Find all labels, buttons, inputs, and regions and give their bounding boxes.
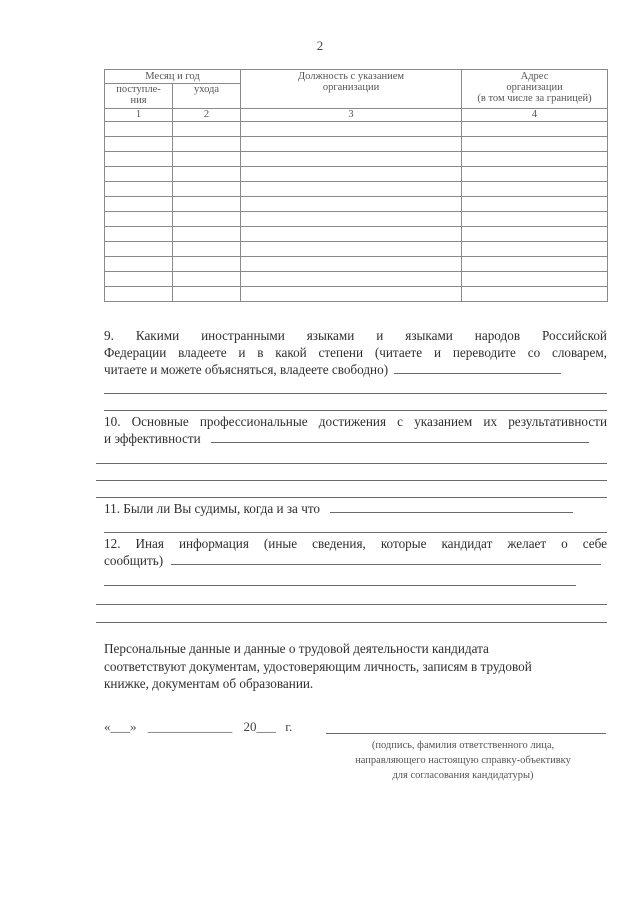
answer-line[interactable]	[104, 532, 607, 533]
column-number: 2	[173, 109, 241, 122]
date-close-quote: »	[130, 719, 137, 734]
signature-caption	[318, 738, 608, 783]
column-number: 3	[241, 109, 462, 122]
signature-caption-line-1: (подпись, фамилия ответственного лица,	[371, 740, 555, 751]
answer-line[interactable]	[104, 585, 576, 586]
address-cell[interactable]	[462, 287, 608, 302]
exit-cell[interactable]	[173, 182, 241, 197]
entry-cell[interactable]	[105, 287, 173, 302]
answer-line[interactable]	[330, 511, 573, 513]
table-row	[105, 272, 608, 287]
table-row	[105, 182, 608, 197]
position-cell[interactable]	[241, 137, 462, 152]
answer-line[interactable]	[96, 622, 607, 623]
address-cell[interactable]	[462, 182, 608, 197]
question-11	[104, 500, 607, 517]
position-cell[interactable]	[241, 257, 462, 272]
table-row	[105, 197, 608, 212]
table-row	[105, 122, 608, 137]
month-field[interactable]: _____________	[147, 719, 233, 734]
address-cell[interactable]	[462, 152, 608, 167]
year-suffix: г.	[285, 719, 293, 734]
exit-header: ухода	[173, 84, 241, 109]
answer-line[interactable]	[96, 463, 607, 464]
signature-caption-line-3: для согласования кандидатуры)	[392, 770, 534, 781]
signature-caption-line-2: направляющего настоящую справку-объективку	[355, 755, 571, 766]
position-cell[interactable]	[241, 122, 462, 137]
entry-cell[interactable]	[105, 227, 173, 242]
address-cell[interactable]	[462, 197, 608, 212]
exit-cell[interactable]	[173, 287, 241, 302]
table-row	[105, 287, 608, 302]
position-header: Должность с указанием организации	[241, 70, 462, 109]
position-cell[interactable]	[241, 197, 462, 212]
address-cell[interactable]	[462, 227, 608, 242]
answer-line[interactable]	[394, 372, 561, 374]
question-9-line-1: 9. Какими иностранными языками и языками народов Российской	[104, 328, 607, 343]
date-open-quote: «	[104, 719, 111, 734]
answer-line[interactable]	[104, 393, 607, 394]
table-row	[105, 137, 608, 152]
position-cell[interactable]	[241, 287, 462, 302]
month-year-header: Месяц и год	[105, 70, 241, 84]
answer-line[interactable]	[96, 604, 607, 605]
table-row	[105, 257, 608, 272]
statement-line-1: Персональные данные и данные о трудовой деятельности кандидата	[104, 641, 489, 656]
signature-line[interactable]	[326, 733, 606, 734]
data-confirmation-statement	[104, 640, 584, 693]
table-row	[105, 167, 608, 182]
address-cell[interactable]	[462, 167, 608, 182]
address-cell[interactable]	[462, 212, 608, 227]
position-cell[interactable]	[241, 167, 462, 182]
position-cell[interactable]	[241, 242, 462, 257]
position-cell[interactable]	[241, 152, 462, 167]
entry-cell[interactable]	[105, 257, 173, 272]
address-cell[interactable]	[462, 122, 608, 137]
address-header: Адрес организации (в том числе за границей)	[462, 70, 608, 109]
table-header-row	[105, 70, 608, 84]
answer-line[interactable]	[104, 410, 607, 411]
exit-cell[interactable]	[173, 257, 241, 272]
question-12-line-1: 12. Иная информация (иные сведения, которые кандидат желает о себе	[104, 536, 607, 551]
address-cell[interactable]	[462, 272, 608, 287]
address-cell[interactable]	[462, 257, 608, 272]
position-cell[interactable]	[241, 212, 462, 227]
question-11-line-1-text: 11. Были ли Вы судимы, когда и за что	[104, 501, 321, 516]
question-9	[104, 327, 607, 378]
address-cell[interactable]	[462, 242, 608, 257]
exit-cell[interactable]	[173, 137, 241, 152]
exit-cell[interactable]	[173, 227, 241, 242]
table-row	[105, 212, 608, 227]
statement-line-2: соответствуют документам, удостоверяющим личность, записям в трудовой	[104, 658, 532, 674]
answer-line[interactable]	[211, 441, 589, 443]
exit-cell[interactable]	[173, 197, 241, 212]
exit-cell[interactable]	[173, 122, 241, 137]
question-12-line-2	[104, 552, 607, 569]
question-9-line-2: Федерации владеете и в какой степени (читаете и переводите со словарем,	[104, 345, 607, 360]
entry-header: поступле- ния	[105, 84, 173, 109]
exit-cell[interactable]	[173, 242, 241, 257]
question-10	[104, 413, 607, 447]
entry-cell[interactable]	[105, 197, 173, 212]
employment-table	[104, 69, 608, 302]
exit-cell[interactable]	[173, 212, 241, 227]
year-prefix: 20	[243, 719, 257, 734]
position-cell[interactable]	[241, 182, 462, 197]
exit-cell[interactable]	[173, 272, 241, 287]
entry-cell[interactable]	[105, 167, 173, 182]
question-10-line-1: 10. Основные профессиональные достижения с указанием их результативности	[104, 414, 607, 429]
answer-line[interactable]	[96, 497, 607, 498]
column-number: 1	[105, 109, 173, 122]
statement-line-3: книжке, документам об образовании.	[104, 676, 314, 691]
table-row	[105, 152, 608, 167]
entry-cell[interactable]	[105, 122, 173, 137]
entry-cell[interactable]	[105, 182, 173, 197]
column-number-row	[105, 109, 608, 122]
address-cell[interactable]	[462, 137, 608, 152]
year-field[interactable]: ___	[256, 719, 276, 734]
question-10-line-2	[104, 430, 607, 447]
entry-cell[interactable]	[105, 137, 173, 152]
table-row	[105, 227, 608, 242]
page-number: 2	[316, 38, 324, 53]
entry-cell[interactable]	[105, 272, 173, 287]
entry-cell[interactable]	[105, 242, 173, 257]
exit-cell[interactable]	[173, 167, 241, 182]
table-row	[105, 242, 608, 257]
question-12-line-2-text: сообщить)	[104, 553, 164, 568]
day-field[interactable]: ___	[110, 719, 130, 734]
question-9-line-3	[104, 361, 607, 378]
question-9-line-3-text: читаете и можете объясняться, владеете свободно)	[104, 362, 389, 377]
position-cell[interactable]	[241, 272, 462, 287]
answer-line[interactable]	[96, 480, 607, 481]
column-number: 4	[462, 109, 608, 122]
entry-cell[interactable]	[105, 212, 173, 227]
question-12	[104, 535, 607, 569]
question-10-line-2-text: и эффективности	[104, 431, 201, 446]
exit-cell[interactable]	[173, 152, 241, 167]
entry-cell[interactable]	[105, 152, 173, 167]
position-cell[interactable]	[241, 227, 462, 242]
answer-line[interactable]	[171, 563, 601, 565]
question-11-line-1	[104, 500, 607, 517]
